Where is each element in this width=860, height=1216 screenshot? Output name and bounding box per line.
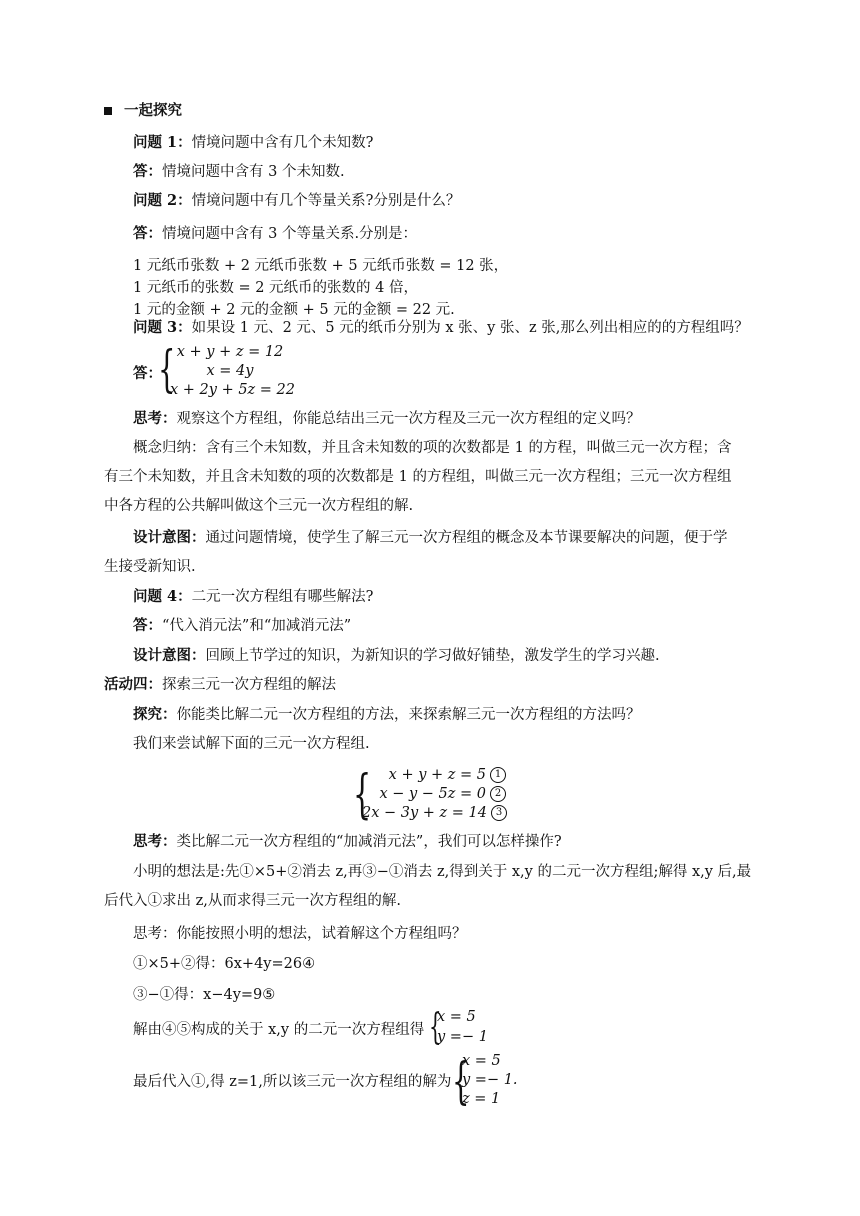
concept-line: 有三个未知数，并且含未知数的项的次数都是 1 的方程组，叫做三元一次方程组；三元一次方程组 bbox=[104, 469, 732, 485]
relation-line: 1 元的金额 + 2 元的金额 + 5 元的金额 = 22 元. bbox=[133, 302, 455, 318]
question-4: 问题 4：二元一次方程组有哪些解法? bbox=[133, 588, 374, 605]
equation-system-1 bbox=[170, 343, 296, 400]
equation: x = 4y bbox=[206, 363, 254, 379]
solve-two-var: 解由④⑤构成的关于 x,y 的二元一次方程组得 bbox=[133, 1022, 425, 1038]
answer-4: 答：“代入消元法”和“加减消元法” bbox=[133, 617, 352, 634]
circled-number-1: 1 bbox=[490, 767, 506, 783]
concept-line: 概念归纳：含有三个未知数，并且含未知数的项的次数都是 1 的方程，叫做三元一次方程；含 bbox=[133, 440, 732, 456]
equation: x = 5 bbox=[437, 1009, 476, 1025]
circled-number-3: 3 bbox=[491, 805, 507, 821]
think-3: 思考：你能按照小明的想法，试着解这个方程组吗？ bbox=[133, 926, 467, 942]
left-brace-icon: { bbox=[429, 1007, 442, 1048]
left-brace-icon: { bbox=[353, 765, 372, 825]
answer-2: 答：情境问题中含有 3 个等量关系.分别是： bbox=[133, 225, 418, 242]
concept-line: 中各方程的公共解叫做这个三元一次方程组的解. bbox=[104, 498, 414, 514]
answer-3-label: 答： bbox=[133, 365, 162, 382]
left-brace-icon: { bbox=[158, 340, 176, 398]
design-intent-1: 设计意图：通过问题情境，使学生了解三元一次方程组的概念及本节课要解决的问题，便于学 bbox=[133, 529, 728, 546]
activity-heading: 活动四：探索三元一次方程组的解法 bbox=[104, 676, 336, 693]
question-1: 问题 1：情境问题中含有几个未知数? bbox=[133, 134, 374, 151]
section-heading: 一起探究 bbox=[104, 101, 182, 121]
equation: 2x − 3y + z = 14 bbox=[362, 805, 488, 821]
equation: x = 5 bbox=[462, 1053, 501, 1069]
equation-row bbox=[362, 804, 512, 823]
try-line: 我们来尝试解下面的三元一次方程组. bbox=[133, 736, 370, 752]
xiaoming-line: 小明的想法是:先①×5+②消去 z,再③−①消去 z,得到关于 x,y 的二元一次方程组;解得 x,y 后,最 bbox=[133, 864, 752, 880]
equation-system-2 bbox=[362, 766, 512, 823]
left-brace-icon: { bbox=[452, 1052, 470, 1110]
equation: x + 2y + 5z = 22 bbox=[170, 382, 296, 398]
equation: y =− 1 bbox=[437, 1029, 488, 1045]
equation: x + y + z = 5 bbox=[388, 767, 486, 783]
circled-number-2: 2 bbox=[490, 786, 506, 802]
relation-line: 1 元纸币张数 + 2 元纸币张数 + 5 元纸币张数 = 12 张， bbox=[133, 258, 509, 274]
explore: 探究：你能类比解二元一次方程组的方法，来探索解三元一次方程组的方法吗？ bbox=[133, 706, 641, 723]
equation: x + y + z = 12 bbox=[176, 344, 284, 360]
step-2: ③−①得：x−4y=9⑤ bbox=[133, 987, 276, 1003]
equation: x − y − 5z = 0 bbox=[379, 786, 486, 802]
question-3: 问题 3：如果设 1 元、2 元、5 元的纸币分别为 x 张、y 张、z 张,那么列出相应的的方程组吗？ bbox=[133, 319, 749, 336]
relation-line: 1 元纸币的张数 = 2 元纸币的张数的 4 倍， bbox=[133, 280, 418, 296]
question-2: 问题 2：情境问题中有几个等量关系?分别是什么？ bbox=[133, 192, 461, 209]
think-1: 思考：观察这个方程组，你能总结出三元一次方程及三元一次方程组的定义吗？ bbox=[133, 410, 641, 427]
solution-system-2 bbox=[437, 1007, 507, 1047]
solution-system-3 bbox=[462, 1052, 532, 1109]
final-solution: 最后代入①,得 z=1,所以该三元一次方程组的解为 bbox=[133, 1074, 452, 1090]
equation-row bbox=[362, 785, 512, 804]
design-intent-1-cont: 生接受新知识. bbox=[104, 559, 196, 575]
square-bullet-icon bbox=[104, 107, 112, 115]
equation-row bbox=[362, 766, 512, 785]
xiaoming-line: 后代入①求出 z,从而求得三元一次方程组的解. bbox=[104, 893, 401, 909]
design-intent-2: 设计意图：回顾上节学过的知识，为新知识的学习做好铺垫，激发学生的学习兴趣. bbox=[133, 647, 660, 664]
think-2: 思考：类比解二元一次方程组的“加减消元法”，我们可以怎样操作? bbox=[133, 833, 562, 850]
equation: y =− 1. bbox=[462, 1072, 518, 1088]
answer-1: 答：情境问题中含有 3 个未知数. bbox=[133, 163, 345, 180]
equation: z = 1 bbox=[462, 1091, 501, 1107]
step-1: ①×5+②得：6x+4y=26④ bbox=[133, 956, 316, 972]
